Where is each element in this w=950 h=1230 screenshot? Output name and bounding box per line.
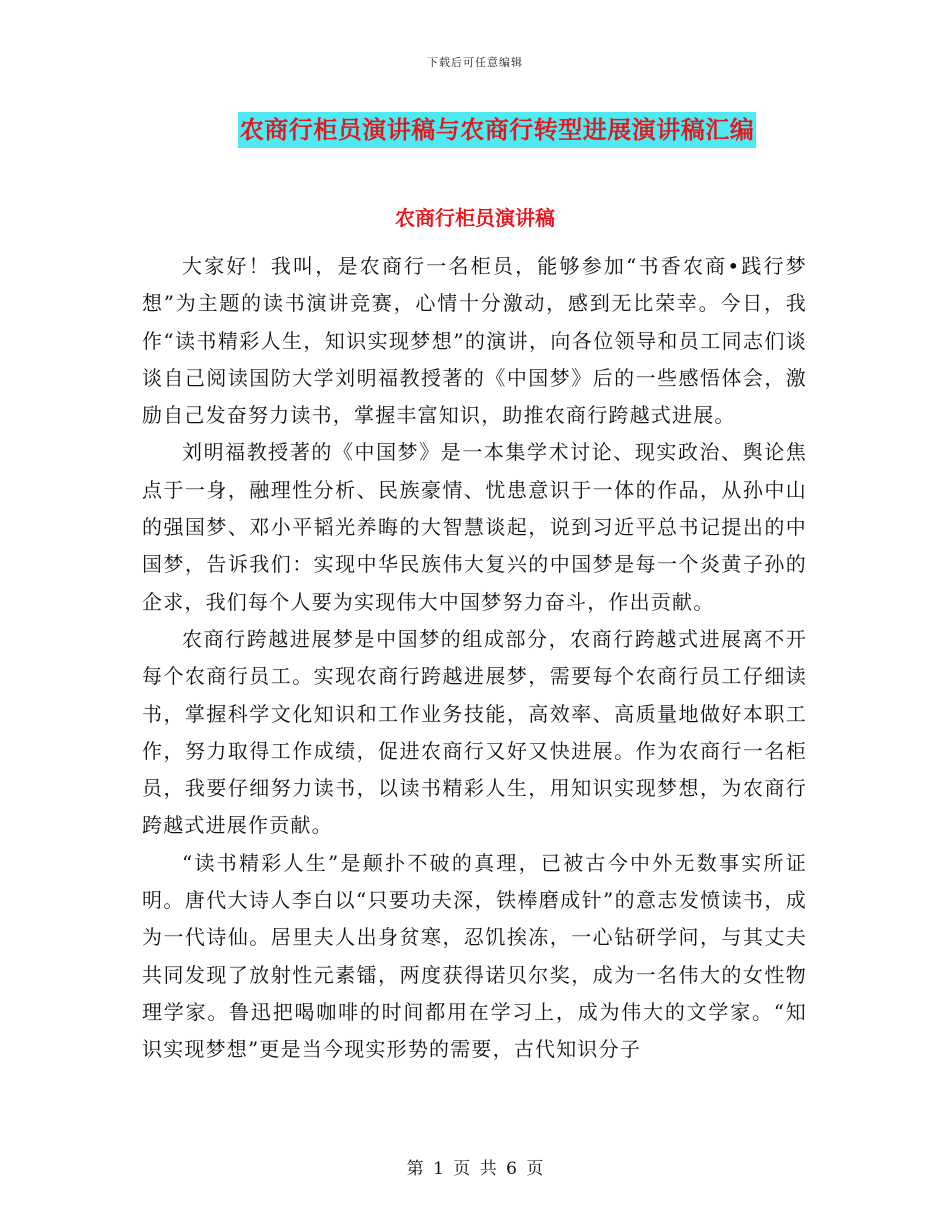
body-paragraph: “读书精彩人生”是颠扑不破的真理，已被古今中外无数事实所证明。唐代大诗人李白以“只要功夫深，铁棒磨成针”的意志发愤读书，成为一代诗仙。居里夫人出身贫寒，忍饥挨冻，一心钻研学问，与其丈夫共同发现了放射性元素镭，两度获得诺贝尔奖，成为一名伟大的女性物理学家。鲁迅把喝咖啡的时间都用在学习上，成为伟大的文学家。“知识实现梦想”更是当今现实形势的需要，古代知识分子 — [142, 850, 807, 1062]
body-paragraph: 大家好！我叫，是农商行一名柜员，能够参加“书香农商•践行梦想”为主题的读书演讲竞赛，心情十分激动，感到无比荣幸。今日，我作“读书精彩人生，知识实现梦想”的演讲，向各位领导和员工同志们谈谈自己阅读国防大学刘明福教授著的《中国梦》后的一些感悟体会，激励自己发奋努力读书，掌握丰富知识，助推农商行跨越式进展。 — [142, 254, 807, 428]
document-title: 农商行柜员演讲稿与农商行转型进展演讲稿汇编 — [238, 112, 757, 148]
page-number: 第 1 页 共 6 页 — [406, 1159, 544, 1179]
section-title: 农商行柜员演讲稿 — [395, 206, 555, 230]
document-body — [142, 248, 807, 1069]
body-paragraph: 刘明福教授著的《中国梦》是一本集学术讨论、现实政治、舆论焦点于一身，融理性分析、民族豪情、忧患意识于一体的作品，从孙中山的强国梦、邓小平韬光养晦的大智慧谈起，说到习近平总书记提出的中国梦，告诉我们：实现中华民族伟大复兴的中国梦是每一个炎黄子孙的企求，我们每个人要为实现伟大中国梦努力奋斗，作出贡献。 — [142, 440, 807, 614]
page-header-note: 下载后可任意编辑 — [427, 56, 523, 69]
body-paragraph: 农商行跨越进展梦是中国梦的组成部分，农商行跨越式进展离不开每个农商行员工。实现农商行跨越进展梦，需要每个农商行员工仔细读书，掌握科学文化知识和工作业务技能，高效率、高质量地做好本职工作，努力取得工作成绩，促进农商行又好又快进展。作为农商行一名柜员，我要仔细努力读书，以读书精彩人生，用知识实现梦想，为农商行跨越式进展作贡献。 — [142, 626, 807, 838]
document-title-container — [0, 112, 950, 148]
